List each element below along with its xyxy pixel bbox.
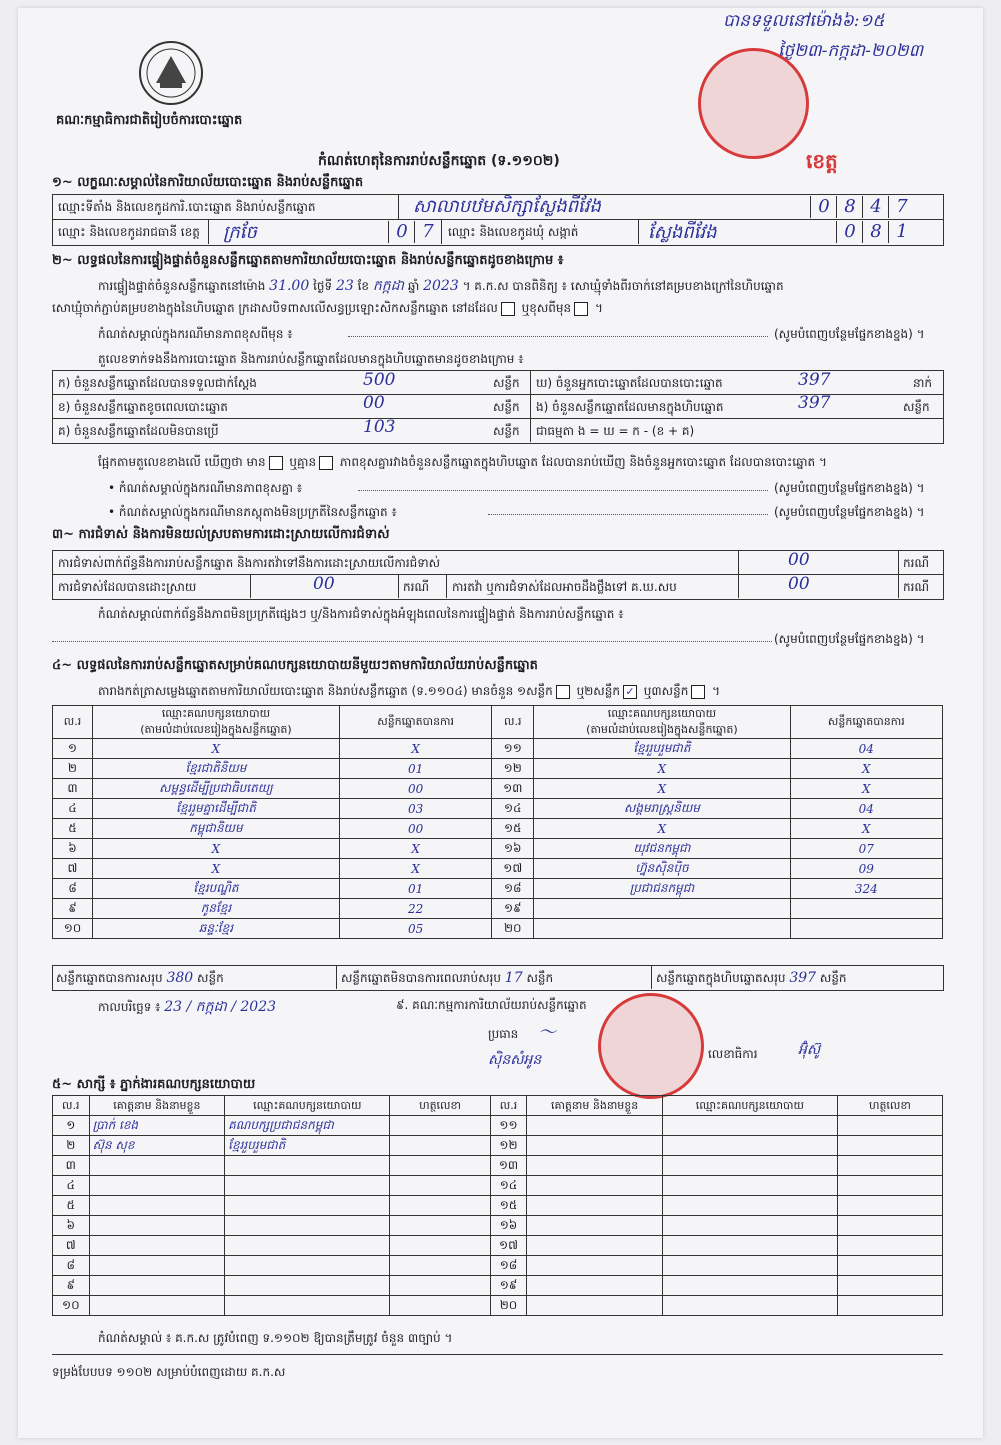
table-row <box>53 839 943 859</box>
witness-party-2 <box>662 1196 837 1216</box>
official-seal-committee <box>598 993 704 1099</box>
figure-ang-label: ង) ចំនួនសន្លឹកឆ្នោតដែលមានក្នុងហិបឆ្នោត <box>536 400 724 414</box>
table-row <box>53 799 943 819</box>
party-votes: 01 <box>339 879 491 899</box>
party-votes: 00 <box>339 819 491 839</box>
table-row <box>53 1256 943 1276</box>
row-no: ៣ <box>53 779 93 799</box>
witness-table <box>52 1095 943 1316</box>
witness-signature-2 <box>837 1136 942 1156</box>
witness-name-2 <box>527 1256 663 1276</box>
sec4-intro: តារាងកត់ត្រាសម្លេងឆ្នោតតាមការិយាល័យបោះឆ្នោត និងរាប់សន្លឹកឆ្នោត (ទ.១១០៤) មានចំនួន ១សន្លឹក ឬ២សន្លឹក ✓ ឬ៣សន្លឹក ។ <box>98 684 721 698</box>
sec1-row1-label: ឈ្មោះទីតាំង និងលេខកូដការិ.បោះឆ្នោត និងរាប់សន្លឹកឆ្នោត <box>58 200 316 214</box>
party-name-2 <box>534 899 790 919</box>
sign-date: កាលបរិច្ឆេទ ៖ 23 / កក្កដា / 2023 <box>98 999 277 1015</box>
party-votes: X <box>339 739 491 759</box>
party-name-2: ខ្មែររួបរួមជាតិ <box>534 739 790 759</box>
row-no-2: ១៩ <box>492 899 534 919</box>
sec2-verify-line: ការផ្ទៀងផ្ទាត់ចំនួនសន្លឹកឆ្នោតនៅម៉ោង 31.00 ថ្ងៃទី 23 ខែ កក្កដា ឆ្នាំ 2023 ។ គ.ក.ស បានពិនិត្យ ៖ សោឃ្មុំទាំងពីរចាក់នៅគម្របខាងក្រៅនៃហិបឆ្នោត <box>98 278 784 294</box>
witness-signature-2 <box>837 1156 942 1176</box>
sec2-diff-line: ផ្អែកតាមតួលេខខាងលើ ឃើញថា មាន ឬគ្មាន ភាពខុសគ្នារវាងចំនួនសន្លឹកឆ្នោតក្នុងហិបឆ្នោត ដែលបានរាប់ឃើញ និងចំនួនអ្នកបោះឆ្នោត ដែលបានបោះឆ្នោត ។ <box>98 455 827 469</box>
witness-party <box>225 1296 390 1316</box>
row-no: ១ <box>53 739 93 759</box>
w-col-name: គោត្តនាម និងនាមខ្លួន <box>89 1096 225 1116</box>
received-date-note: ថ្ងៃ២៣-កក្កដា-២០២៣ <box>778 41 924 61</box>
row-no-2: ១៧ <box>492 859 534 879</box>
table-row <box>53 779 943 799</box>
witness-party-2 <box>662 1276 837 1296</box>
witness-party <box>225 1216 390 1236</box>
unit-k: សន្លឹក <box>493 376 520 390</box>
witness-no: ៨ <box>53 1256 90 1276</box>
figure-ng-label: ឃ) ចំនួនអ្នកបោះឆ្នោតដែលបានបោះឆ្នោត <box>536 376 723 390</box>
party-name-2: យុវជនកម្ពុជា <box>534 839 790 859</box>
witness-name-2 <box>527 1236 663 1256</box>
resolved-count: 00 <box>313 574 335 594</box>
witness-no-2: ១៦ <box>490 1216 527 1236</box>
party-name: សម្ពន្ធដើម្បីប្រជាធិបតេយ្យ <box>92 779 339 799</box>
unit-kh: សន្លឹក <box>493 400 520 414</box>
party-name-2: X <box>534 779 790 799</box>
row-no: ៩ <box>53 899 93 919</box>
sec2-diff-note: • កំណត់សម្គាល់ក្នុងករណីមានភាពខុសគ្នា ៖ <box>108 481 303 495</box>
figure-ng-value: 397 <box>798 370 831 390</box>
polling-station-name: សាលាបឋមសិក្សាស្លែងពីវែង <box>413 196 601 217</box>
party-name-2: X <box>534 759 790 779</box>
province-code-digit-1: 0 <box>388 221 415 243</box>
witness-no-2: ១៨ <box>490 1256 527 1276</box>
party-name: កម្ពុជានិយម <box>92 819 339 839</box>
fill-back-note-1: (សូមបំពេញបន្ថែមផ្នែកខាងខ្នង) ។ <box>774 327 925 341</box>
witness-signature-2 <box>837 1216 942 1236</box>
witness-signature <box>390 1136 490 1156</box>
sec1-row2-label: ឈ្មោះ និងលេខកូដរាជធានី ខេត្ត <box>58 225 200 239</box>
witness-no-2: ១៩ <box>490 1276 527 1296</box>
sec1-title: ១~ លក្ខណៈសម្គាល់នៃការិយាល័យបោះឆ្នោត និងរាប់សន្លឹកឆ្នោត <box>52 175 364 190</box>
footer: ទម្រង់បែបបទ ១១០២ សម្រាប់បំពេញដោយ គ.ក.ស <box>52 1365 286 1379</box>
party-votes-2: 324 <box>790 879 942 899</box>
sec3-row2b-label: ការតវ៉ា ឬការជំទាស់ដែលអាចដឹងថ្លឹងទៅ គ.ឃ.សប <box>452 580 677 594</box>
chair-label: ប្រធាន <box>488 1027 519 1041</box>
form-title: កំណត់ហេតុនៃការរាប់សន្លឹកឆ្នោត (ទ.១១០២) <box>318 153 560 169</box>
witness-no: ២ <box>53 1136 90 1156</box>
witness-no: ១ <box>53 1116 90 1136</box>
figure-ang-value: 397 <box>798 393 831 413</box>
commune-code-digit-3: 1 <box>888 221 915 243</box>
witness-no: ១០ <box>53 1296 90 1316</box>
unit-ko: សន្លឹក <box>493 424 520 438</box>
party-votes-2: X <box>790 759 942 779</box>
unit-ang: សន្លឹក <box>903 400 930 414</box>
witness-signature <box>390 1256 490 1276</box>
verify-time: 31.00 <box>269 278 310 294</box>
col-votes: សន្លឹកឆ្នោតបានការ <box>339 706 491 739</box>
witness-party-2 <box>662 1156 837 1176</box>
fill-back-note-2: (សូមបំពេញបន្ថែមផ្នែកខាងខ្នង) ។ <box>774 481 925 495</box>
witness-signature <box>390 1236 490 1256</box>
table-row <box>53 899 943 919</box>
table-row <box>53 1196 943 1216</box>
no-diff-checkbox[interactable] <box>319 456 333 470</box>
witness-name <box>89 1276 225 1296</box>
party-votes: X <box>339 859 491 879</box>
chair-name: ស៊ិនសំអូន <box>488 1052 542 1068</box>
witness-party-2 <box>662 1236 837 1256</box>
witness-party-2 <box>662 1116 837 1136</box>
witness-name <box>89 1176 225 1196</box>
party-name: X <box>92 859 339 879</box>
witness-no: ៤ <box>53 1176 90 1196</box>
case-unit-3: ករណី <box>903 580 930 594</box>
witness-party <box>225 1276 390 1296</box>
table-row <box>53 1276 943 1296</box>
witness-signature <box>390 1176 490 1196</box>
figure-k-value: 500 <box>363 370 396 390</box>
received-time-note: បានទទួលនៅម៉ោង៦:១៥ <box>723 11 885 31</box>
row-no: ៨ <box>53 879 93 899</box>
witness-signature <box>390 1156 490 1176</box>
witness-no-2: ១៥ <box>490 1196 527 1216</box>
figure-ko-value: 103 <box>363 417 396 437</box>
witness-signature-2 <box>837 1116 942 1136</box>
party-votes-2: X <box>790 779 942 799</box>
sheets-2-checkbox[interactable]: ✓ <box>623 685 637 699</box>
province-code-digit-2: 7 <box>414 221 441 243</box>
commune-code-digit-2: 8 <box>862 221 889 243</box>
party-name: ខ្មែរជាតិនិយម <box>92 759 339 779</box>
chair-signature: 〜 <box>538 1022 556 1043</box>
sec1-row2b-label: ឈ្មោះ និងលេខកូដឃុំ សង្កាត់ <box>448 225 579 239</box>
witness-signature <box>390 1216 490 1236</box>
col-no: ល.រ <box>53 706 93 739</box>
table-row <box>53 1156 943 1176</box>
sec3-row2-label: ការជំទាស់ដែលបានដោះស្រាយ <box>58 580 197 594</box>
org-name: គណៈកម្មាធិការជាតិរៀបចំការបោះឆ្នោត <box>56 113 243 128</box>
party-votes-2: 09 <box>790 859 942 879</box>
sec2-diff-note-label: កំណត់សម្គាល់ក្នុងករណីមានភាពខុសពីមុន ៖ <box>98 327 293 341</box>
party-name: X <box>92 739 339 759</box>
table-row <box>53 1216 943 1236</box>
witness-no: ៥ <box>53 1196 90 1216</box>
w-col-name-2: គោត្តនាម និងនាមខ្លួន <box>527 1096 663 1116</box>
witness-signature-2 <box>837 1196 942 1216</box>
footnote: កំណត់សម្គាល់ ៖ គ.ក.ស ត្រូវបំពេញ ទ.១១០២ ឱ្យបានត្រឹមត្រូវ ចំនួន ៣ច្បាប់ ។ <box>98 1331 453 1345</box>
commune-code-digit-1: 0 <box>836 221 863 243</box>
row-no: ៦ <box>53 839 93 859</box>
witness-name-2 <box>527 1156 663 1176</box>
w-col-no: ល.រ <box>53 1096 90 1116</box>
table-row <box>53 1176 943 1196</box>
row-no: ៤ <box>53 799 93 819</box>
station-code-digit-2: 8 <box>836 196 863 218</box>
witness-signature-2 <box>837 1236 942 1256</box>
witness-name-2 <box>527 1296 663 1316</box>
party-name-2: ប្រជាជនកម្ពុជា <box>534 879 790 899</box>
witness-name-2 <box>527 1136 663 1156</box>
party-name-2: X <box>534 819 790 839</box>
party-name-2 <box>534 919 790 939</box>
party-votes: 05 <box>339 919 491 939</box>
witness-party <box>225 1156 390 1176</box>
witness-no-2: ១៤ <box>490 1176 527 1196</box>
witness-signature-2 <box>837 1256 942 1276</box>
secretary-label: លេខាធិការ <box>708 1047 758 1061</box>
station-code-digit-4: 7 <box>888 196 915 218</box>
witness-name: ស៊ុន សុខ <box>89 1136 225 1156</box>
verify-day: 23 <box>335 278 354 294</box>
witness-name <box>89 1256 225 1276</box>
col-votes-2: សន្លឹកឆ្នោតបានការ <box>790 706 942 739</box>
table-row <box>53 1236 943 1256</box>
witness-party <box>225 1256 390 1276</box>
witness-no-2: ១៧ <box>490 1236 527 1256</box>
witness-signature-2 <box>837 1176 942 1196</box>
case-unit-2: ករណី <box>403 580 430 594</box>
sec3-note: កំណត់សម្គាល់ពាក់ព័ន្ធនឹងភាពមិនប្រក្រតីផ្សេងៗ ឬ/និងការជំទាស់ក្នុងអំឡុងពេលនៃការផ្ទៀងផ្ទាត់ និងការរាប់សន្លឹកឆ្នោត ៖ <box>98 607 624 621</box>
unchanged-checkbox[interactable] <box>501 302 515 316</box>
party-name: ខ្មែរបណ្ឌិត <box>92 879 339 899</box>
witness-party-2 <box>662 1136 837 1156</box>
party-votes: 01 <box>339 759 491 779</box>
sec2-figures-intro: តួលេខទាក់ទងនឹងការបោះឆ្នោត និងការរាប់សន្លឹកឆ្នោតដែលមានក្នុងហិបឆ្នោតមានដូចខាងក្រោម ៖ <box>98 352 524 366</box>
verify-month: កក្កដា <box>372 278 404 294</box>
fill-back-note-4: (សូមបំពេញបន្ថែមផ្នែកខាងខ្នង) ។ <box>774 632 925 646</box>
figure-kh-label: ខ) ចំនួនសន្លឹកឆ្នោតខូចពេលបោះឆ្នោត <box>58 400 228 414</box>
w-col-sign: ហត្ថលេខា <box>390 1096 490 1116</box>
col-party-2: ឈ្មោះគណបក្សនយោបាយ (តាមលំដាប់លេខរៀងក្នុងសន្លឹកឆ្នោត) <box>534 706 790 739</box>
row-no: ៥ <box>53 819 93 839</box>
witness-name-2 <box>527 1196 663 1216</box>
row-no-2: ២០ <box>492 919 534 939</box>
witness-name-2 <box>527 1116 663 1136</box>
row-no-2: ១២ <box>492 759 534 779</box>
party-votes: 03 <box>339 799 491 819</box>
witness-no-2: ១៣ <box>490 1156 527 1176</box>
w-col-party-2: ឈ្មោះគណបក្សនយោបាយ <box>662 1096 837 1116</box>
secretary-name: អ៊ុំស៊ូ <box>798 1042 821 1058</box>
row-no-2: ១៤ <box>492 799 534 819</box>
table-row <box>53 1296 943 1316</box>
objections-count: 00 <box>788 550 810 570</box>
row-no: ៧ <box>53 859 93 879</box>
witness-no-2: ១១ <box>490 1116 527 1136</box>
sheets-3-checkbox[interactable] <box>691 685 705 699</box>
figure-formula: ជាធម្មតា ង = ឃ = ក - (ខ + គ) <box>536 424 695 438</box>
table-row <box>53 859 943 879</box>
station-code-digit-3: 4 <box>862 196 889 218</box>
witness-signature <box>390 1276 490 1296</box>
witness-no: ៣ <box>53 1156 90 1176</box>
row-no-2: ១៨ <box>492 879 534 899</box>
party-votes-2: 07 <box>790 839 942 859</box>
col-party: ឈ្មោះគណបក្សនយោបាយ (តាមលំដាប់លេខរៀងក្នុងសន្លឹកឆ្នោត) <box>92 706 339 739</box>
party-votes-2: X <box>790 819 942 839</box>
figure-kh-value: 00 <box>363 393 385 413</box>
witness-name: ប្រាក់ ខេង <box>89 1116 225 1136</box>
witness-no-2: ១២ <box>490 1136 527 1156</box>
row-no: ១០ <box>53 919 93 939</box>
witness-name <box>89 1196 225 1216</box>
table-row <box>53 879 943 899</box>
col-no-2: ល.រ <box>492 706 534 739</box>
sec3-title: ៣~ ការជំទាស់ និងការមិនយល់ស្របតាមការដោះស្រាយលើការជំទាស់ <box>52 527 390 542</box>
row-no-2: ១១ <box>492 739 534 759</box>
sec2-seal-line: សោឃ្មុំចាក់ភ្ជាប់គម្របខាងក្នុងនៃហិបឆ្នោត ក្រដាសបិទពាសលើសន្ធប្រឡោះសិកសន្លឹកឆ្នោត នៅដដែល ឬខុសពីមុន ។ <box>52 301 603 315</box>
witness-party <box>225 1196 390 1216</box>
total-valid: សន្លឹកឆ្នោតបានការសរុប 380 សន្លឹក <box>56 970 224 986</box>
witness-signature-2 <box>837 1276 942 1296</box>
witness-party-2 <box>662 1216 837 1236</box>
row-no: ២ <box>53 759 93 779</box>
party-votes: 22 <box>339 899 491 919</box>
sheets-1-checkbox[interactable] <box>556 685 570 699</box>
w-col-no-2: ល.រ <box>490 1096 527 1116</box>
station-code-digit-1: 0 <box>810 196 837 218</box>
party-name: ឆន្ទៈខ្មែរ <box>92 919 339 939</box>
table-row <box>53 759 943 779</box>
table-row <box>53 1116 943 1136</box>
party-name: កូនខ្មែរ <box>92 899 339 919</box>
witness-name <box>89 1156 225 1176</box>
party-votes-2: 04 <box>790 799 942 819</box>
witness-party-2 <box>662 1176 837 1196</box>
verify-year: 2023 <box>423 278 459 294</box>
case-unit-1: ករណី <box>903 556 930 570</box>
witness-signature <box>390 1296 490 1316</box>
fill-back-note-3: (សូមបំពេញបន្ថែមផ្នែកខាងខ្នង) ។ <box>774 505 925 519</box>
commune-name: ស្លែងពីវែង <box>648 222 717 243</box>
sec4-title: ៤~ លទ្ធផលនៃការរាប់សន្លឹកឆ្នោតសម្រាប់គណបក្សនយោបាយនីមួយៗតាមការិយាល័យរាប់សន្លឹកឆ្នោត <box>52 658 538 673</box>
party-votes-2 <box>790 899 942 919</box>
witness-name <box>89 1216 225 1236</box>
w-col-sign-2: ហត្ថលេខា <box>837 1096 942 1116</box>
figure-ko-label: គ) ចំនួនសន្លឹកឆ្នោតដែលមិនបានប្រើ <box>58 424 219 438</box>
witness-signature-2 <box>837 1296 942 1316</box>
witness-name-2 <box>527 1176 663 1196</box>
table-row <box>53 739 943 759</box>
row-no-2: ១៣ <box>492 779 534 799</box>
witness-party: គណបក្សប្រជាជនកម្ពុជា <box>225 1116 390 1136</box>
party-votes: X <box>339 839 491 859</box>
sec5-title: ៥~ សាក្សី ៖ ភ្នាក់ងារគណបក្សនយោបាយ <box>52 1077 256 1092</box>
witness-no-2: ២០ <box>490 1296 527 1316</box>
province-name: ក្រចែ <box>223 222 257 243</box>
table-row <box>53 1136 943 1156</box>
sec2-irregular-note: • កំណត់សម្គាល់ក្នុងករណីមានភស្តុតាងមិនប្រក្រតីនៃសន្លឹកឆ្នោត ៖ <box>108 505 397 519</box>
committee-label: ៩. គណៈកម្មការការិយាល័យរាប់សន្លឹកឆ្នោត <box>396 998 587 1012</box>
total-in-box: សន្លឹកឆ្នោតក្នុងហិបឆ្នោតសរុប 397 សន្លឹក <box>656 970 847 986</box>
province-stamp-text: ខេត្ត <box>806 149 838 173</box>
witness-no: ៦ <box>53 1216 90 1236</box>
witness-no: ៩ <box>53 1276 90 1296</box>
party-votes-2 <box>790 919 942 939</box>
party-name: ខ្មែររួមគ្នាដើម្បីជាតិ <box>92 799 339 819</box>
unit-ng: នាក់ <box>913 376 933 390</box>
row-no-2: ១៦ <box>492 839 534 859</box>
witness-no: ៧ <box>53 1236 90 1256</box>
form-page <box>18 8 983 1438</box>
party-results-table <box>52 705 943 939</box>
sec3-row1-label: ការជំទាស់ពាក់ព័ន្ធនឹងការរាប់សន្លឹកឆ្នោត និងការតវ៉ាទៅនឹងការដោះស្រាយលើការជំទាស់ <box>58 556 441 570</box>
witness-party <box>225 1176 390 1196</box>
witness-party <box>225 1236 390 1256</box>
party-name-2: សង្គមរាស្ត្រនិយម <box>534 799 790 819</box>
witness-signature <box>390 1196 490 1216</box>
witness-name <box>89 1296 225 1316</box>
official-seal-top <box>698 48 809 159</box>
has-diff-checkbox[interactable] <box>269 456 283 470</box>
total-invalid: សន្លឹកឆ្នោតមិនបានការពេលរាប់សរុប 17 សន្លឹក <box>341 970 554 986</box>
nec-logo <box>136 38 206 108</box>
table-row <box>53 919 943 939</box>
witness-name <box>89 1236 225 1256</box>
row-no-2: ១៥ <box>492 819 534 839</box>
party-name: X <box>92 839 339 859</box>
table-row <box>53 819 943 839</box>
witness-name-2 <box>527 1216 663 1236</box>
witness-name-2 <box>527 1276 663 1296</box>
party-votes: 00 <box>339 779 491 799</box>
changed-checkbox[interactable] <box>574 302 588 316</box>
forwarded-count: 00 <box>788 574 810 594</box>
witness-party: ខ្មែររួបរួមជាតិ <box>225 1136 390 1156</box>
sec2-title: ២~ លទ្ធផលនៃការផ្ទៀងផ្ទាត់ចំនួនសន្លឹកឆ្នោតតាមការិយាល័យបោះឆ្នោត និងរាប់សន្លឹកឆ្នោតដូចខាងក្រោម ៖ <box>52 253 564 268</box>
witness-signature <box>390 1116 490 1136</box>
witness-party-2 <box>662 1296 837 1316</box>
party-votes-2: 04 <box>790 739 942 759</box>
party-name-2: ហ្វ៊ុនស៊ិនប៉ិច <box>534 859 790 879</box>
figure-k-label: ក) ចំនួនសន្លឹកឆ្នោតដែលបានទទួលជាក់ស្តែង <box>58 376 257 390</box>
witness-party-2 <box>662 1256 837 1276</box>
w-col-party: ឈ្មោះគណបក្សនយោបាយ <box>225 1096 390 1116</box>
